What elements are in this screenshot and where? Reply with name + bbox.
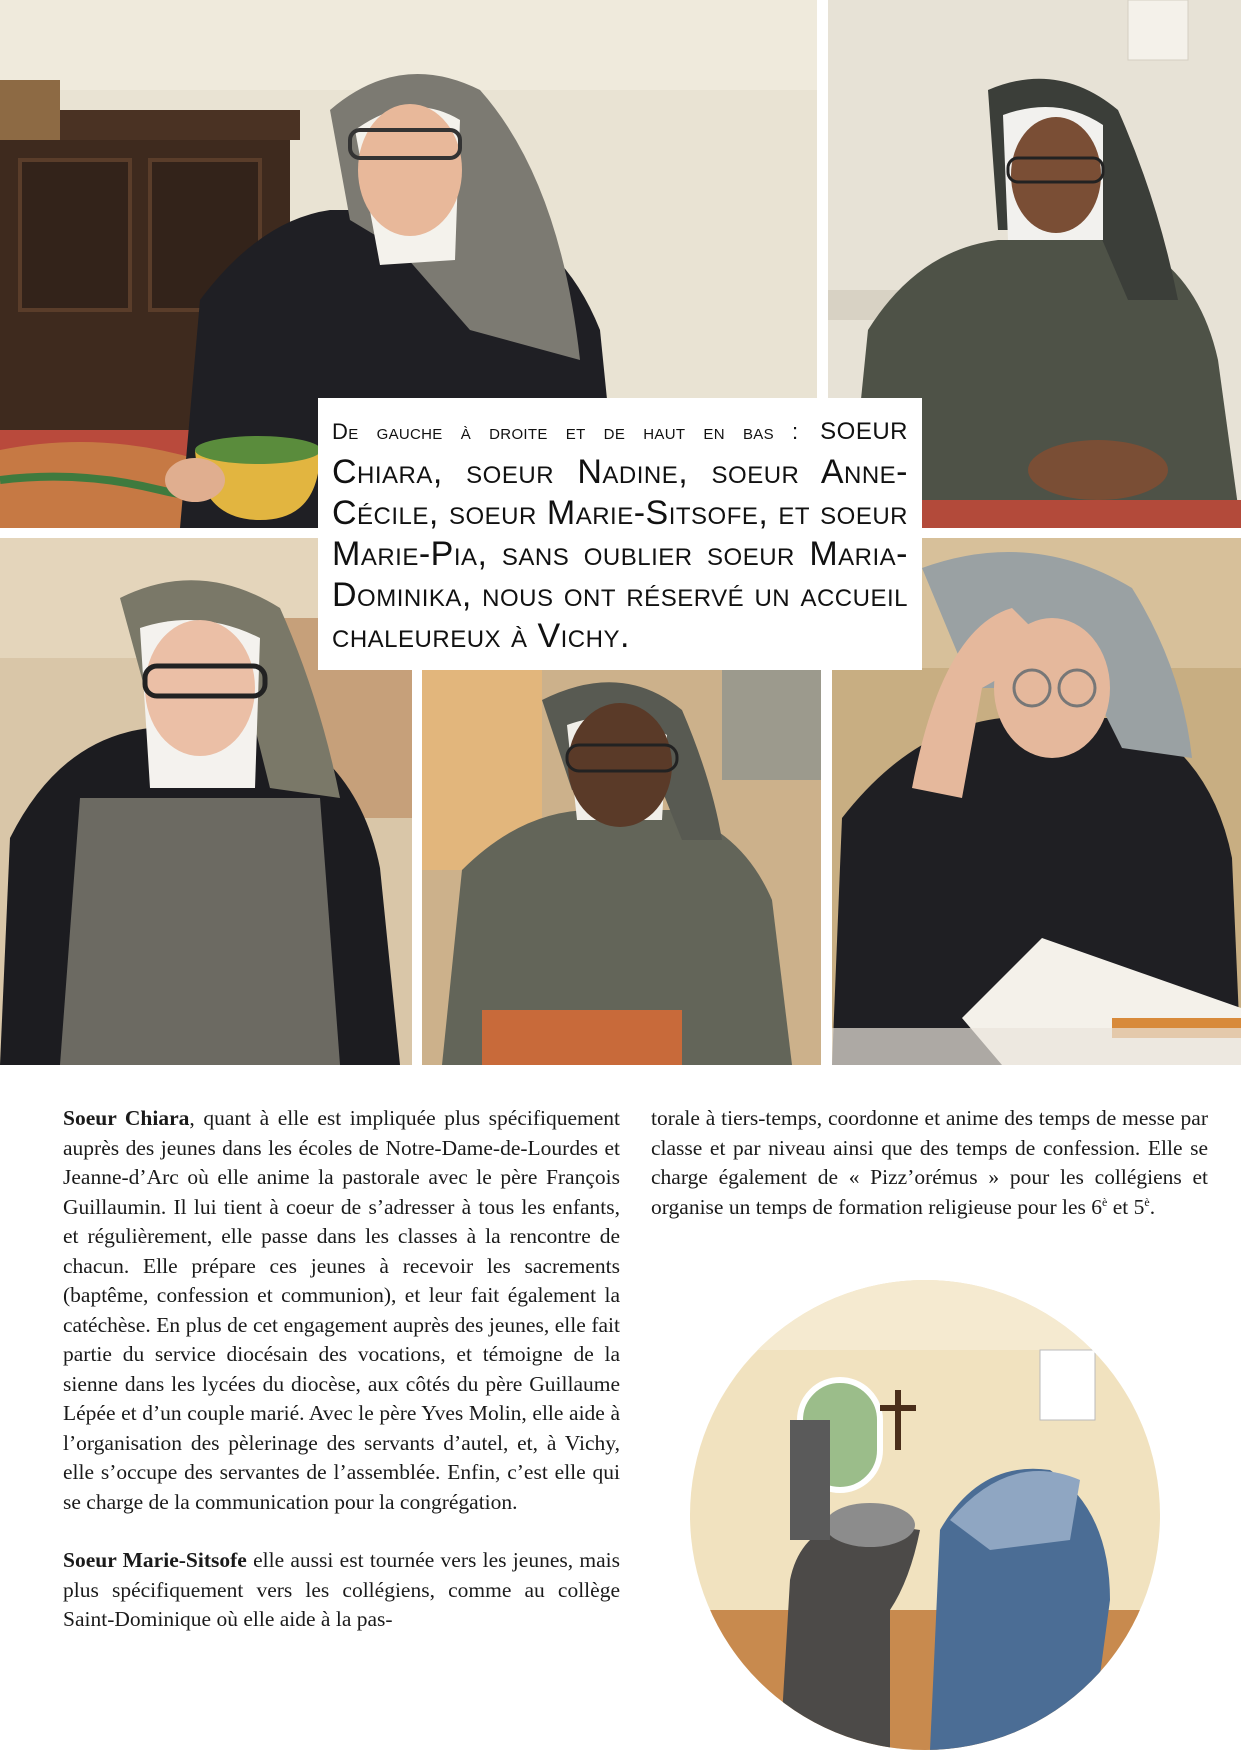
paragraph-text: , quant à elle est impliquée plus spécifiquement auprès des jeunes dans les écoles de Notre-Dame-de-Lourdes et Jeanne-d’Arc où elle anime la pastorale avec le père François Guillaumin. Il lui tient à coeur de s’adresser à tous les enfants, et régulièrement, elle passe dans les classes à la rencontre de chacun. Elle prépare ces jeunes à recevoir les sacrements (baptême, confession et communion), et leur fait également la catéchèse. En plus de cet engagement auprès des jeunes, elle fait partie du service diocésain des vocations, et témoigne de la sienne dans les lycées du diocèse, aux côtés du père Guillaume Lépée et d’un couple marié. Avec le père Yves Molin, elle aide à l’organisation des pèlerinage des servants d’autel, et, à Vichy, elle s’occupe des servantes de l’assemblée. Enfin, c’est elle qui se charge de la communication pour la congrégation. bbox=[63, 1106, 620, 1514]
paragraph-continued bbox=[651, 1104, 1208, 1222]
superscript: è bbox=[1144, 1194, 1150, 1209]
paragraph-soeur-marie-sitsofe bbox=[63, 1546, 620, 1635]
photo-soeur-marie-sitsofe bbox=[422, 670, 821, 1065]
paragraph-text: . bbox=[1149, 1194, 1156, 1219]
photo-caption bbox=[318, 398, 922, 670]
photo-chapel-circle bbox=[690, 1280, 1160, 1750]
caption-body: soeur Chiara, soeur Nadine, soeur Anne-Cécile, soeur Marie-Sitsofe, et soeur Marie-Pia, sans oublier soeur Maria-Dominika, nous ont réservé un accueil chaleureux à Vichy. bbox=[332, 409, 908, 655]
superscript: è bbox=[1102, 1194, 1108, 1209]
paragraph-soeur-chiara bbox=[63, 1104, 620, 1517]
name-soeur-chiara: Soeur Chiara bbox=[63, 1106, 190, 1130]
paragraph-text: elle aussi est tournée vers les jeunes, mais plus spécifiquement vers les collégiens, comme au collège Saint-Dominique où elle aide à la pas- bbox=[63, 1548, 620, 1631]
article-column-left bbox=[63, 1104, 620, 1664]
paragraph-text: torale à tiers-temps, coordonne et anime des temps de messe par classe et par niveau ainsi que des temps de confession. Elle se charge également de « Pizz’orémus » pour les collégiens et organise un temps de formation religieuse pour les 6 bbox=[651, 1106, 1208, 1219]
name-soeur-marie-sitsofe: Soeur Marie-Sitsofe bbox=[63, 1548, 247, 1572]
caption-lead: De gauche à droite et de haut en bas : bbox=[332, 419, 799, 444]
paragraph-text: et 5 bbox=[1107, 1194, 1145, 1219]
caption-text bbox=[332, 408, 908, 657]
article-column-right bbox=[651, 1104, 1208, 1251]
